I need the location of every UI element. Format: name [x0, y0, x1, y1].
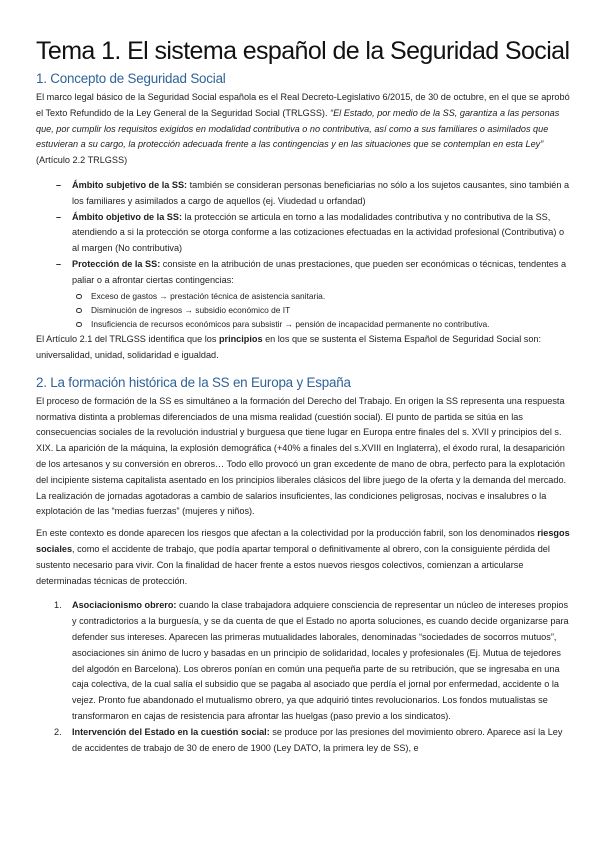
item-number: 1.	[54, 600, 62, 611]
item-text: la protección se articula en torno a las modalidades contributiva y no contributiva de la SS, atendiendo a si la protección se otorga conforme a las cotizaciones efectuadas en la actividad profesional (Contributiva) o al margen (No contributiva)	[72, 211, 565, 254]
paragraph-legal-framework	[36, 90, 572, 169]
scope-list	[36, 178, 572, 331]
paragraph-historical-process: El proceso de formación de la SS es simultáneo a la formación del Derecho del Trabajo. En origen la SS representa una respuesta normativa distinta a problemas diferenciados de una misma realidad (cuestión social). El punto de partida se sitúa en las consecuencias sociales de la revolución industrial y burguesa que tiene lugar en Europa entre finales del s. XVII y principios del s. XIX. La aparición de la máquina, la explosión demográfica (+40% a finales del s.XVIII en Inglaterra), el éxodo rural, la desaparición de los artesanos y su conversión en obreros… Todo ello provocó un gran excedente de mano de obra, perfecto para la explotación del incipiente sistema capitalista asentado en los principios liberales clásicos del libre juego de la oferta y la demanda del mercado. La realización de jornadas agotadoras a cambio de salarios insuficientes, las condiciones peligrosas, nocivas e insalubres o la explotación de las “medias fuerzas” (mujeres y niños).	[36, 395, 567, 517]
list-item	[72, 210, 572, 257]
item-number: 2.	[54, 726, 62, 737]
item-text: consiste en la atribución de unas prestaciones, que pueden ser económicas o técnicas, tendentes a paliar o a afrontar ciertas contingencias:	[72, 258, 567, 285]
paragraph-principles	[36, 332, 572, 364]
sub-list-item: Disminución de ingresos → subsidio económico de IT	[91, 303, 572, 317]
page-title: Tema 1. El sistema español de la Seguridad Social	[36, 37, 570, 65]
item-text: también se consideran personas beneficiarias no sólo a los sujetos causantes, sino también a los familiares y asimilados a cargo de aquellos (ej. Viudedad u orfandad)	[72, 179, 570, 206]
protection-techniques-list	[36, 598, 572, 756]
principles-text-after: en los que se sustenta el Sistema Español de Seguridad Social son: universalidad, unidad, solidaridad e igualdad.	[36, 334, 542, 360]
risks-bold: riesgos sociales	[36, 528, 570, 554]
risks-text-after: , como el accidente de trabajo, que podía apartar temporal o definitivamente al obrero, con la consiguiente pérdida del sustento necesario para vivir. Con la finalidad de hacer frente a estos nuevos riesgos colectivos, comienzan a articularse determinadas técnicas de protección.	[36, 543, 550, 586]
numbered-item	[54, 725, 572, 757]
list-item	[72, 257, 572, 331]
sub-list-item: Insuficiencia de recursos económicos para subsistir → pensión de incapacidad permanente no contributiva.	[91, 317, 572, 331]
principles-bold: principios	[218, 334, 263, 345]
item-label: Ámbito subjetivo de la SS:	[72, 179, 188, 190]
legal-reference: (Artículo 2.2 TRLGSS)	[36, 155, 128, 166]
item-label: Asociacionismo obrero:	[72, 600, 177, 611]
legal-quote: “El Estado, por medio de la SS, garantiza a las personas que, por cumplir los requisitos exigidos en modalidad contributiva o no contributiva, así como a sus familiares o asimilados que estuvieran a su cargo, la protección adecuada frente a las contingencias y en las situaciones que se contemplan en esta Ley”	[36, 107, 560, 150]
principles-text-before: El Artículo 2.1 del TRLGSS identifica que los	[36, 334, 219, 345]
contingency-list	[72, 289, 572, 332]
item-text: se produce por las presiones del movimiento obrero. Aparece así la Ley de accidentes de trabajo de 30 de enero de 1900 (Ley DATO, la primera ley de SS), e	[72, 726, 563, 753]
legal-framework-text: El marco legal básico de la Seguridad Social española es el Real Decreto-Legislativo 6/2015, de 30 de octubre, en el que se aprobó el Texto Refundido de la Ley General de la Seguridad Social (TRLGSS).	[36, 92, 570, 118]
list-item	[72, 178, 572, 210]
item-label: Protección de la SS:	[72, 258, 161, 269]
numbered-item	[54, 598, 572, 724]
section-1-heading: 1. Concepto de Seguridad Social	[36, 71, 226, 86]
item-label: Ámbito objetivo de la SS:	[72, 211, 183, 222]
risks-text-before: En este contexto es donde aparecen los riesgos que afectan a la colectividad por la producción fabril, son los denominados	[36, 528, 538, 539]
item-text: cuando la clase trabajadora adquiere consciencia de representar un núcleo de intereses propios y contradictorios a la burguesía, y se da cuenta de que el Estado no aporta soluciones, es cuando decide organizarse para defender sus intereses. Aparecen las primeras mutualidades laborales, denominadas “sociedades de socorros mutuos”, asociaciones sin ánimo de lucro y basadas en un principio de solidaridad, locales y profesionales (Ej. Mutua de tejedores del algodón en Barcelona). Los obreros ponían en común una pequeña parte de su retribución, que se ingresaba en una caja colectiva, de la cual salía el subsidio que se pagaba al asociado que perdía el jornal por enfermedad, accidente o la vejez. Pronto fue abandonado el mutualismo obrero, ya que adquirió tintes revolucionarios. Los fondos mutualistas se transformaron en cajas de resistencia para afrontar las huelgas (paso previo a los sindicatos).	[72, 600, 569, 721]
paragraph-social-risks	[36, 526, 572, 589]
item-label: Intervención del Estado en la cuestión social:	[72, 726, 270, 737]
section-2-heading: 2. La formación histórica de la SS en Europa y España	[36, 374, 351, 390]
sub-list-item: Exceso de gastos → prestación técnica de asistencia sanitaria.	[91, 289, 572, 303]
